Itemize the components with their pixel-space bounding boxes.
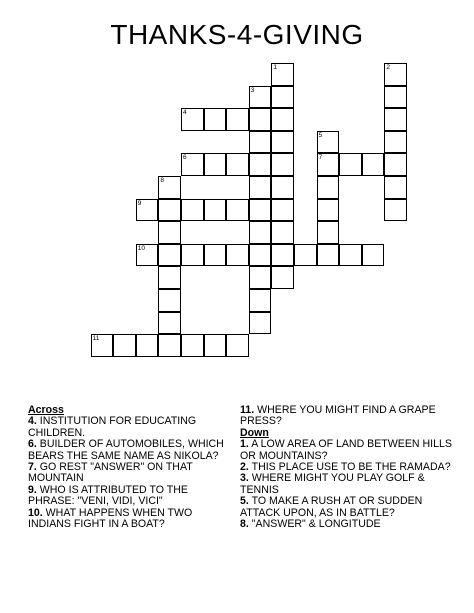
grid-cell[interactable] bbox=[204, 199, 227, 222]
clue-number: 7 bbox=[318, 154, 323, 162]
grid-cell[interactable] bbox=[158, 312, 181, 335]
across-heading: Across bbox=[28, 404, 64, 416]
clue-item-number: 7. bbox=[28, 461, 37, 474]
clue-item-text: BUILDER OF AUTOMOBILES, WHICH BEARS THE SAME NAME AS NIKOLA? bbox=[28, 438, 224, 462]
grid-cell[interactable] bbox=[113, 334, 136, 357]
grid-cell[interactable] bbox=[226, 153, 249, 176]
clue-item-text: TO MAKE A RUSH AT OR SUDDEN ATTACK UPON, AS IN BATTLE? bbox=[240, 495, 423, 519]
clue-item-text: WHERE YOU MIGHT FIND A GRAPE PRESS? bbox=[240, 404, 436, 428]
clue-number: 9 bbox=[137, 199, 142, 207]
grid-cell[interactable] bbox=[294, 244, 317, 267]
grid-cell[interactable] bbox=[271, 221, 294, 244]
clue-item bbox=[28, 508, 233, 531]
grid-cell[interactable] bbox=[384, 176, 407, 199]
clue-item bbox=[28, 462, 233, 485]
clue-item-number: 2. bbox=[240, 461, 249, 474]
clue-number: 3 bbox=[250, 86, 255, 94]
clue-item-number: 10. bbox=[28, 506, 43, 519]
grid-cell[interactable] bbox=[249, 153, 272, 176]
grid-cell[interactable] bbox=[271, 244, 294, 267]
across-clue-list-continued bbox=[240, 405, 452, 428]
grid-cell[interactable] bbox=[158, 244, 181, 267]
grid-cell[interactable] bbox=[158, 289, 181, 312]
grid-cell[interactable] bbox=[271, 153, 294, 176]
grid-cell[interactable] bbox=[249, 86, 272, 109]
grid-cell[interactable] bbox=[249, 312, 272, 335]
grid-cell[interactable] bbox=[271, 266, 294, 289]
clue-item-number: 3. bbox=[240, 472, 249, 485]
clue-item-number: 9. bbox=[28, 483, 37, 496]
grid-cell[interactable] bbox=[271, 199, 294, 222]
grid-cell[interactable] bbox=[204, 108, 227, 131]
grid-cell[interactable] bbox=[249, 176, 272, 199]
grid-cell[interactable] bbox=[158, 199, 181, 222]
grid-cell[interactable] bbox=[136, 199, 159, 222]
grid-cell[interactable] bbox=[181, 199, 204, 222]
grid-cell[interactable] bbox=[384, 131, 407, 154]
clue-item-text: A LOW AREA OF LAND BETWEEN HILLS OR MOUNTAINS? bbox=[240, 438, 452, 462]
clue-item bbox=[28, 416, 233, 439]
grid-cell[interactable] bbox=[317, 153, 340, 176]
grid-cell[interactable] bbox=[317, 176, 340, 199]
grid-cell[interactable] bbox=[249, 108, 272, 131]
grid-cell[interactable] bbox=[271, 131, 294, 154]
clue-item-text: "ANSWER" & LONGITUDE bbox=[248, 518, 381, 531]
grid-cell[interactable] bbox=[226, 199, 249, 222]
puzzle-title: THANKS-4-GIVING bbox=[110, 19, 364, 50]
clue-item-text: WHAT HAPPENS WHEN TWO INDIANS FIGHT IN A BOAT? bbox=[28, 506, 193, 531]
grid-cell[interactable] bbox=[158, 266, 181, 289]
grid-cell[interactable] bbox=[362, 153, 385, 176]
clue-item-number: 4. bbox=[28, 415, 37, 428]
across-clue-list bbox=[28, 416, 233, 530]
clue-item-number: 11. bbox=[240, 404, 255, 416]
grid-cell[interactable] bbox=[181, 244, 204, 267]
grid-cell[interactable] bbox=[181, 334, 204, 357]
clue-number: 8 bbox=[160, 177, 165, 184]
grid-cell[interactable] bbox=[226, 108, 249, 131]
down-heading: Down bbox=[240, 426, 269, 439]
grid-cell[interactable] bbox=[339, 244, 362, 267]
grid-cell[interactable] bbox=[91, 334, 114, 357]
clue-number: 4 bbox=[183, 109, 187, 117]
clue-item-number: 1. bbox=[240, 438, 249, 451]
grid-cell[interactable] bbox=[339, 153, 362, 176]
grid-cell[interactable] bbox=[317, 131, 340, 154]
clue-item-text: WHERE MIGHT YOU PLAY GOLF & TENNIS bbox=[240, 472, 425, 496]
grid-cell[interactable] bbox=[226, 244, 249, 267]
grid-cell[interactable] bbox=[384, 86, 407, 109]
clue-number: 2 bbox=[386, 64, 391, 71]
clue-item-text: WHO IS ATTRIBUTED TO THE PHRASE: "VENI, VIDI, VICI" bbox=[28, 483, 188, 508]
grid-cell[interactable] bbox=[249, 266, 272, 289]
grid-cell[interactable] bbox=[384, 199, 407, 222]
clues-right-column bbox=[240, 405, 452, 530]
grid-cell[interactable] bbox=[158, 176, 181, 199]
grid-cell[interactable] bbox=[271, 108, 294, 131]
clue-item-text: GO REST "ANSWER" ON THAT MOUNTAIN bbox=[28, 461, 193, 485]
clue-item bbox=[240, 439, 452, 462]
grid-cell[interactable] bbox=[317, 221, 340, 244]
clue-item bbox=[240, 473, 452, 496]
grid-cell[interactable] bbox=[226, 334, 249, 357]
clue-item-number: 8. bbox=[240, 518, 249, 531]
grid-cell[interactable] bbox=[136, 244, 159, 267]
clue-item-number: 6. bbox=[28, 438, 37, 451]
grid-cell[interactable] bbox=[384, 153, 407, 176]
grid-cell[interactable] bbox=[384, 63, 407, 86]
clue-item bbox=[240, 519, 452, 530]
grid-cell[interactable] bbox=[181, 108, 204, 131]
grid-cell[interactable] bbox=[204, 334, 227, 357]
clues-left-column bbox=[28, 405, 233, 530]
clue-item bbox=[28, 439, 233, 462]
clue-item bbox=[240, 496, 452, 519]
grid-cell[interactable] bbox=[271, 63, 294, 86]
grid-cell[interactable] bbox=[384, 108, 407, 131]
grid-cell[interactable] bbox=[249, 289, 272, 312]
grid-cell[interactable] bbox=[181, 153, 204, 176]
grid-cell[interactable] bbox=[249, 221, 272, 244]
grid-cell[interactable] bbox=[158, 334, 181, 357]
clue-item-number: 5. bbox=[240, 495, 249, 508]
clue-item-text: THIS PLACE USE TO BE THE RAMADA? bbox=[248, 461, 451, 474]
clue-number: 11 bbox=[92, 335, 100, 343]
clue-number: 10 bbox=[137, 244, 146, 252]
grid-cell[interactable] bbox=[204, 244, 227, 267]
clue-item bbox=[240, 405, 452, 428]
grid-cell[interactable] bbox=[362, 244, 385, 267]
grid-cell[interactable] bbox=[249, 199, 272, 222]
grid-cell[interactable] bbox=[317, 199, 340, 222]
grid-cell[interactable] bbox=[136, 334, 159, 357]
clue-number: 1 bbox=[273, 64, 278, 71]
grid-cell[interactable] bbox=[271, 176, 294, 199]
clue-number: 6 bbox=[183, 154, 187, 162]
grid-cell[interactable] bbox=[249, 244, 272, 267]
clue-item bbox=[28, 485, 233, 508]
clue-number: 5 bbox=[318, 131, 323, 139]
grid-cell[interactable] bbox=[158, 221, 181, 244]
clue-item-text: INSTITUTION FOR EDUCATING CHILDREN. bbox=[28, 415, 197, 439]
down-clue-list bbox=[240, 439, 452, 530]
grid-cell[interactable] bbox=[204, 153, 227, 176]
grid-cell[interactable] bbox=[317, 244, 340, 267]
grid-cell[interactable] bbox=[249, 131, 272, 154]
grid-cell[interactable] bbox=[271, 86, 294, 109]
